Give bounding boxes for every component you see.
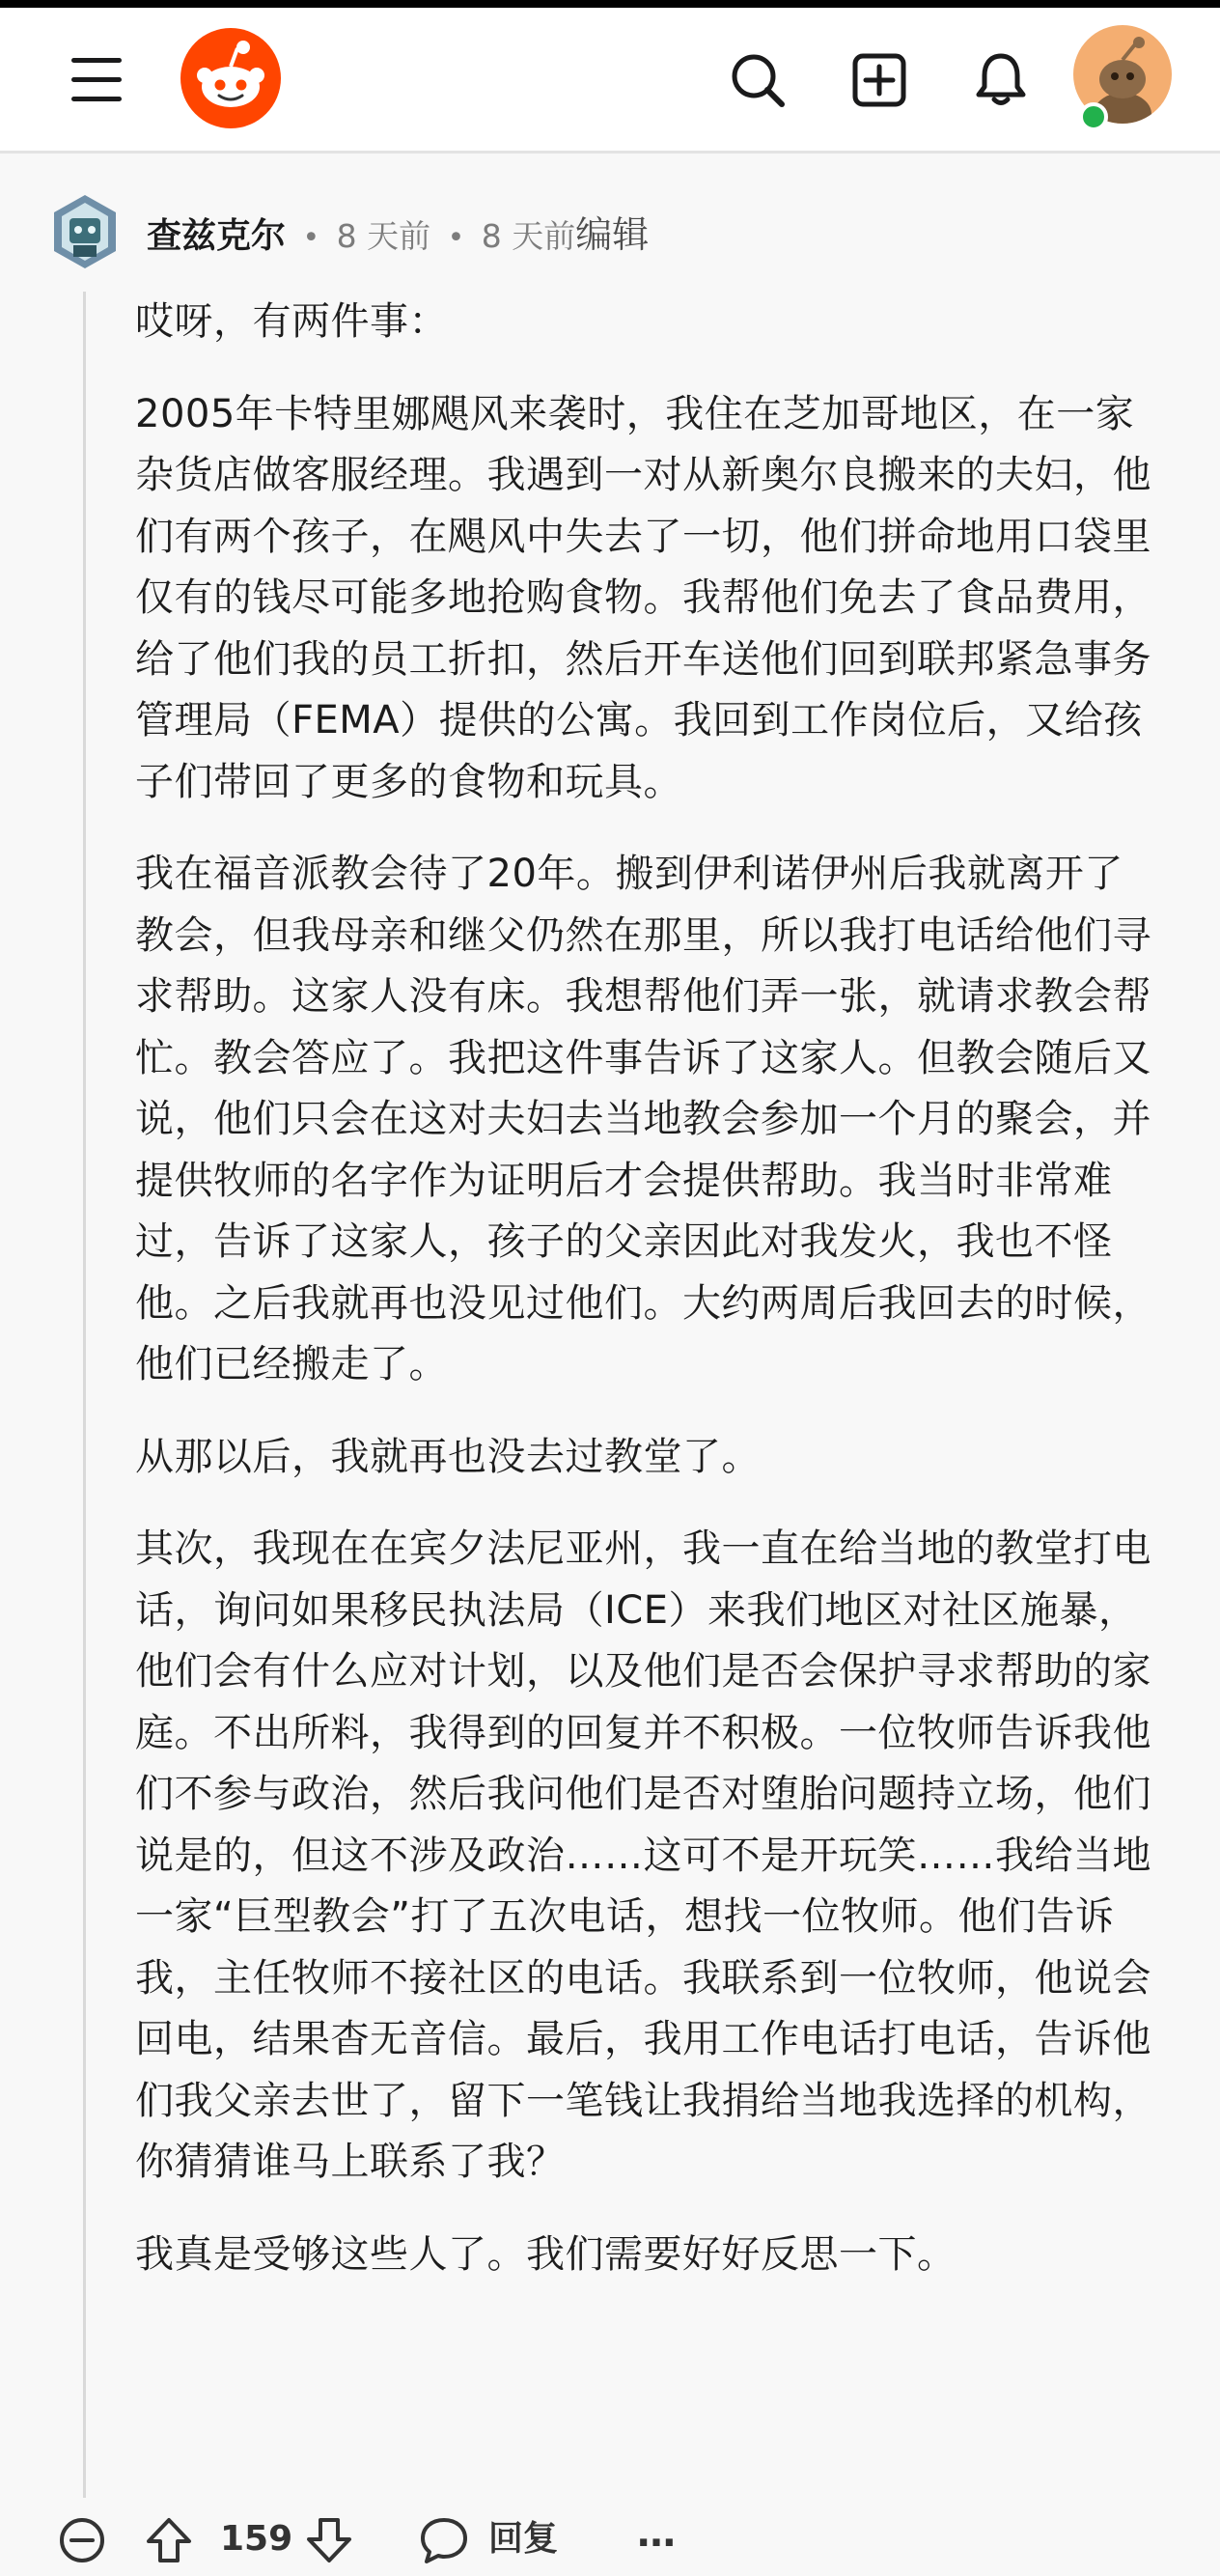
comment-author[interactable]: 查兹克尔 <box>147 216 287 256</box>
reply-button[interactable]: 回复 <box>488 2519 559 2559</box>
upvote-icon[interactable] <box>145 2516 193 2564</box>
online-status-dot <box>1079 102 1108 131</box>
bell-icon[interactable] <box>971 50 1031 110</box>
comment-actions <box>58 2508 1216 2572</box>
comment-paragraph: 其次，我现在在宾夕法尼亚州，我一直在给当地的教堂打电话，询问如果移民执法局（ICE）来我们地区对社区施暴，他们会有什么应对计划，以及他们是否会保护寻求帮助的家庭。不出所料，我得到的回复并不积极。一位牧师告诉我他们不参与政治，然后我问他们是否对堕胎问题持立场，他们说是的，但这不涉及政治……这可不是开玩笑……我给当地一家“巨型教会”打了五次电话，想找一位牧师。他们告诉我，主任牧师不接社区的电话。我联系到一位牧师，他说会回电，结果杳无音信。最后，我用工作电话打电话，告诉他们我父亲去世了，留下一笔钱让我捐给当地我选择的机构，你猜猜谁马上联系了我？ <box>135 1526 1151 2184</box>
thread-line[interactable] <box>83 292 86 2498</box>
reply-icon[interactable] <box>419 2516 469 2564</box>
edited-timestamp: 8 天前 <box>481 217 576 255</box>
comment-meta <box>147 210 649 259</box>
downvote-icon[interactable] <box>305 2516 353 2564</box>
edited-label: 编辑 <box>575 213 650 256</box>
vote-count: 159 <box>220 2519 293 2559</box>
comment-paragraph: 哎呀，有两件事： <box>135 299 448 344</box>
comment-paragraph: 我真是受够这些人了。我们需要好好反思一下。 <box>135 2231 957 2277</box>
status-bar-edge <box>0 0 1220 8</box>
comment-paragraph: 我在福音派教会待了20年。搬到伊利诺伊州后我就离开了教会，但我母亲和继父仍然在那里，所以我打电话给他们寻求帮助。这家人没有床。我想帮他们弄一张，就请求教会帮忙。教会答应了。我把这件事告诉了这家人。但教会随后又说，他们只会在这对夫妇去当地教会参加一个月的聚会，并提供牧师的名字作为证明后才会提供帮助。我当时非常难过，告诉了这家人，孩子的父亲因此对我发火，我也不怪他。之后我就再也没见过他们。大约两周后我回去的时候，他们已经搬走了。 <box>135 852 1151 1386</box>
search-icon[interactable] <box>728 50 788 110</box>
comment-body <box>135 292 1158 2316</box>
hamburger-icon[interactable] <box>68 56 125 104</box>
reddit-snoo-icon[interactable] <box>180 27 282 129</box>
collapse-icon[interactable] <box>58 2516 106 2564</box>
commenter-avatar-icon[interactable] <box>50 193 120 270</box>
meta-separator: • <box>302 221 320 255</box>
more-icon[interactable]: … <box>637 2511 678 2556</box>
comment-timestamp: 8 天前 <box>336 217 431 255</box>
comment-paragraph: 从那以后，我就再也没去过教堂了。 <box>135 1434 761 1479</box>
comment-paragraph: 2005年卡特里娜飓风来袭时，我住在芝加哥地区，在一家杂货店做客服经理。我遇到一对从新奥尔良搬来的夫妇，他们有两个孩子，在飓风中失去了一切，他们拼命地用口袋里仅有的钱尽可能多地抢购食物。我帮他们免去了食品费用，给了他们我的员工折扣，然后开车送他们回到联邦紧急事务管理局（FEMA）提供的公寓。我回到工作岗位后，又给孩子们带回了更多的食物和玩具。 <box>135 391 1151 804</box>
meta-separator: • <box>447 221 465 255</box>
plus-square-icon[interactable] <box>849 50 909 110</box>
app-header <box>0 8 1220 154</box>
